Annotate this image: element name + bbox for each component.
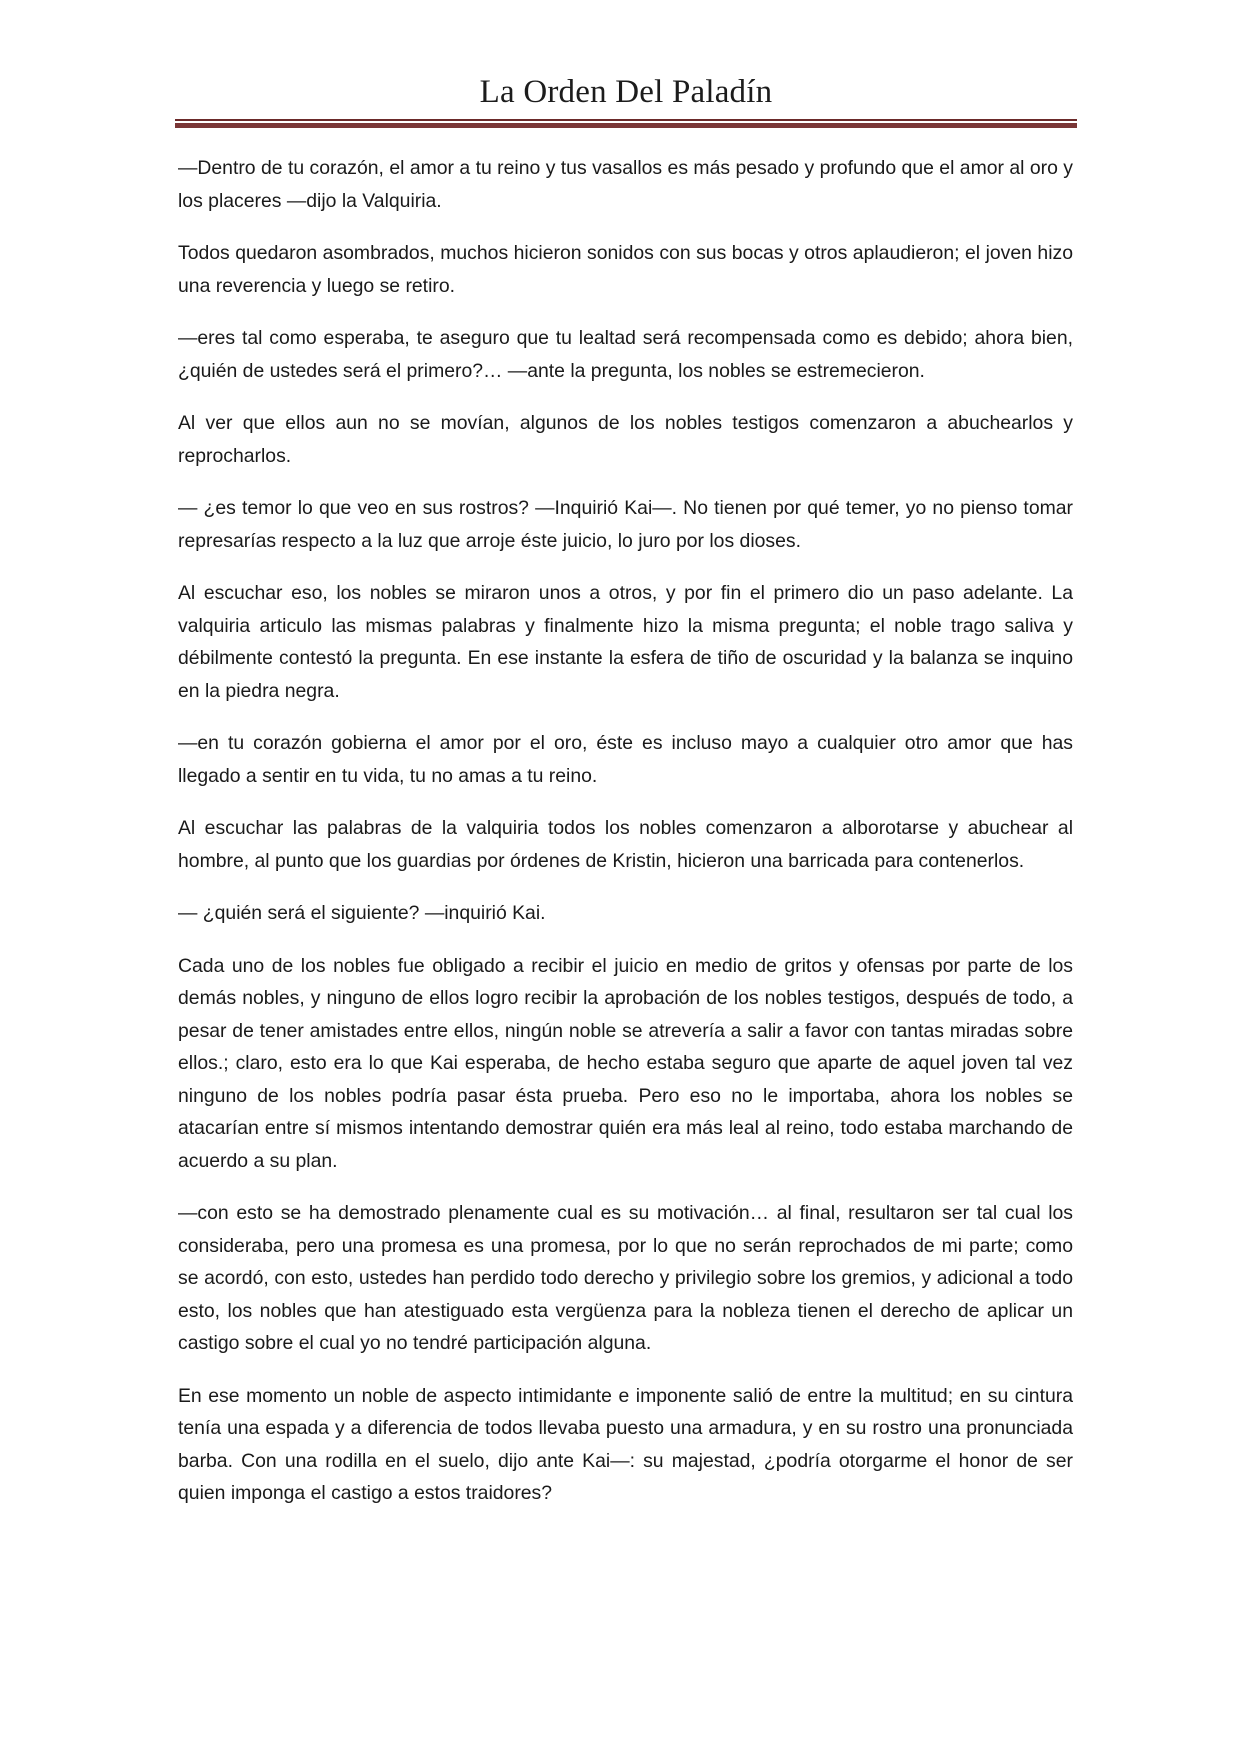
header-divider-thick-line (175, 123, 1077, 128)
header-divider (175, 119, 1077, 128)
paragraph: — ¿es temor lo que veo en sus rostros? —Inquirió Kai—. No tienen por qué temer, yo no pienso tomar represarías respecto a la luz que arroje éste juicio, lo juro por los dioses. (178, 497, 1073, 552)
paragraph: Cada uno de los nobles fue obligado a recibir el juicio en medio de gritos y ofensas por parte de los demás nobles, y ninguno de ellos logro recibir la aprobación de los nobles testigos, después de todo, a pesar de tener amistades entre ellos, ningún noble se atrevería a salir a favor con tantas miradas sobre ellos.; claro, esto era lo que Kai esperaba, de hecho estaba seguro que aparte de aquel joven tal vez ninguno de los nobles podría pasar ésta prueba. Pero eso no le importaba, ahora los nobles se atacarían entre sí mismos intentando demostrar quién era más leal al reino, todo estaba marchando de acuerdo a su plan. (178, 954, 1073, 1172)
paragraph: —Dentro de tu corazón, el amor a tu reino y tus vasallos es más pesado y profundo que el amor al oro y los placeres —dijo la Valquiria. (178, 157, 1073, 212)
paragraph: Al ver que ellos aun no se movían, algunos de los nobles testigos comenzaron a abuchearlos y reprocharlos. (178, 412, 1073, 467)
body-text (178, 152, 1073, 1530)
paragraph: —eres tal como esperaba, te aseguro que tu lealtad será recompensada como es debido; ahora bien, ¿quién de ustedes será el primero?… —ante la pregunta, los nobles se estremecieron. (178, 327, 1073, 382)
paragraph: Al escuchar las palabras de la valquiria todos los nobles comenzaron a alborotarse y abuchear al hombre, al punto que los guardias por órdenes de Kristin, hicieron una barricada para contenerlos. (178, 817, 1073, 872)
paragraph: —en tu corazón gobierna el amor por el oro, éste es incluso mayo a cualquier otro amor que has llegado a sentir en tu vida, tu no amas a tu reino. (178, 732, 1073, 787)
page-header (175, 72, 1077, 112)
paragraph: Todos quedaron asombrados, muchos hicieron sonidos con sus bocas y otros aplaudieron; el joven hizo una reverencia y luego se retiro. (178, 242, 1073, 297)
paragraph: — ¿quién será el siguiente? —inquirió Kai. (178, 902, 546, 924)
paragraph: Al escuchar eso, los nobles se miraron unos a otros, y por fin el primero dio un paso adelante. La valquiria articulo las mismas palabras y finalmente hizo la misma pregunta; el noble trago saliva y débilmente contestó la pregunta. En ese instante la esfera de tiño de oscuridad y la balanza se inquino en la piedra negra. (178, 582, 1073, 702)
paragraph: —con esto se ha demostrado plenamente cual es su motivación… al final, resultaron ser tal cual los consideraba, pero una promesa es una promesa, por lo que no serán reprochados de mi parte; como se acordó, con esto, ustedes han perdido todo derecho y privilegio sobre los gremios, y adicional a todo esto, los nobles que han atestiguado esta vergüenza para la nobleza tienen el derecho de aplicar un castigo sobre el cual yo no tendré participación alguna. (178, 1202, 1073, 1354)
paragraph: En ese momento un noble de aspecto intimidante e imponente salió de entre la multitud; en su cintura tenía una espada y a diferencia de todos llevaba puesto una armadura, y en su rostro una pronunciada barba. Con una rodilla en el suelo, dijo ante Kai—: su majestad, ¿podría otorgarme el honor de ser quien imponga el castigo a estos traidores? (178, 1384, 1073, 1504)
book-title: La Orden Del Paladín (479, 74, 773, 110)
